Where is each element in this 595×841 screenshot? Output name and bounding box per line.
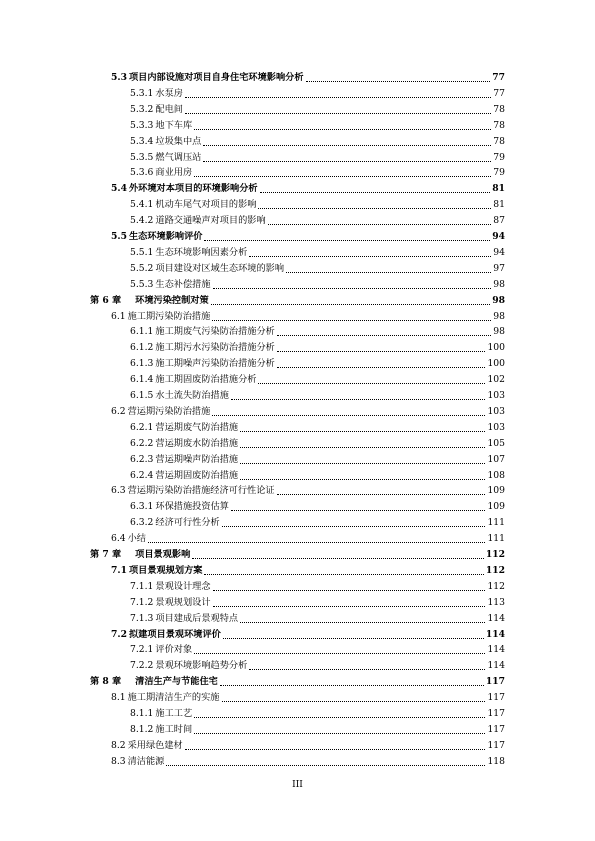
toc-entry-number: 5.3 xyxy=(111,72,127,83)
toc-entry-page: 102 xyxy=(487,374,505,386)
dot-leader xyxy=(194,128,491,130)
toc-entry-number: 7.1 xyxy=(111,564,127,576)
toc-entry-number: 8.1.2 xyxy=(130,723,154,735)
toc-entry-number: 8.2 xyxy=(111,739,126,751)
toc-entry[interactable] xyxy=(130,324,505,340)
toc-entry-page: 103 xyxy=(487,405,505,417)
toc-entry[interactable] xyxy=(130,340,505,356)
toc-entry-title: 水土流失防治措施 xyxy=(155,390,229,401)
toc-entry-number: 6.1.5 xyxy=(130,390,154,401)
toc-entry[interactable] xyxy=(130,102,505,118)
toc-entry-page: 114 xyxy=(485,628,505,640)
toc-entry[interactable] xyxy=(130,261,505,277)
toc-entry-title: 营运期废水防治措施 xyxy=(155,437,239,449)
toc-entry-page: 114 xyxy=(487,612,505,624)
toc-entry-number: 6.1.1 xyxy=(130,326,154,338)
toc-entry-number: 5.3.6 xyxy=(130,167,154,179)
toc-entry[interactable] xyxy=(130,118,505,134)
toc-entry[interactable] xyxy=(130,722,505,738)
dot-leader xyxy=(222,525,486,527)
dot-leader xyxy=(212,414,485,416)
toc-entry[interactable] xyxy=(130,579,505,595)
toc-entry-page: 100 xyxy=(487,342,505,354)
dot-leader xyxy=(213,589,486,591)
toc-entry-page: 79 xyxy=(493,167,505,179)
dot-leader xyxy=(240,430,485,432)
toc-entry-title: 项目景观影响 xyxy=(135,549,191,560)
toc-entry[interactable] xyxy=(130,388,505,404)
toc-entry-page: 98 xyxy=(493,326,505,338)
dot-leader xyxy=(286,271,491,273)
toc-entry-title: 清洁生产与节能住宅 xyxy=(135,676,218,688)
toc-entry-number: 5.4.1 xyxy=(130,199,154,211)
toc-entry[interactable] xyxy=(111,531,505,547)
toc-entry-title: 拟建项目景观环境评价 xyxy=(128,628,221,640)
toc-entry-title: 采用绿色建材 xyxy=(127,739,183,751)
toc-entry-number: 6.2.4 xyxy=(130,469,154,481)
toc-entry[interactable] xyxy=(130,658,505,674)
toc-entry-title: 商业用房 xyxy=(155,167,193,179)
dot-leader xyxy=(222,700,486,702)
toc-entry-page: 77 xyxy=(492,72,505,83)
toc-entry[interactable] xyxy=(130,595,505,611)
dot-leader xyxy=(258,207,491,209)
dot-leader xyxy=(213,287,492,289)
dot-leader xyxy=(185,96,491,98)
toc-entry[interactable] xyxy=(130,165,505,181)
toc-entry-number: 6.2.3 xyxy=(130,453,154,465)
toc-entry-title: 施工时间 xyxy=(155,723,193,735)
toc-entry-title: 生态环境影响因素分析 xyxy=(155,246,248,258)
dot-leader xyxy=(277,350,486,352)
toc-entry-number: 6.1.4 xyxy=(130,374,154,386)
toc-entry[interactable] xyxy=(130,134,505,150)
toc-entry-number: 6.1.3 xyxy=(130,358,154,370)
toc-entry-page: 111 xyxy=(487,533,505,545)
toc-entry-number: 7.2.1 xyxy=(130,644,154,656)
toc-entry-number: 5.3.1 xyxy=(130,87,154,99)
toc-entry-title: 水泵房 xyxy=(155,87,183,99)
toc-entry[interactable] xyxy=(111,754,505,770)
toc-entry-title: 小结 xyxy=(127,533,146,545)
dot-leader xyxy=(277,334,491,336)
toc-entry-page: 81 xyxy=(493,199,505,211)
toc-entry[interactable] xyxy=(111,627,505,643)
dot-leader xyxy=(194,175,491,177)
toc-entry-number: 7.1.2 xyxy=(130,596,154,608)
toc-entry-page: 97 xyxy=(493,262,505,274)
dot-leader xyxy=(231,398,486,400)
toc-entry[interactable] xyxy=(111,563,505,579)
toc-entry-title: 道路交通噪声对项目的影响 xyxy=(155,215,266,227)
toc-entry-page: 81 xyxy=(492,183,505,195)
toc-entry-page: 112 xyxy=(485,549,505,560)
dot-leader xyxy=(223,637,484,639)
toc-entry-page: 114 xyxy=(487,660,505,672)
dot-leader xyxy=(192,557,484,559)
toc-entry-page: 79 xyxy=(493,151,505,163)
toc-entry[interactable] xyxy=(130,452,505,468)
toc-entry-number: 8.1.1 xyxy=(130,708,154,719)
toc-entry[interactable] xyxy=(130,277,505,293)
toc-entry-page: 108 xyxy=(487,469,505,481)
toc-entry-title: 营运期废气防治措施 xyxy=(155,421,239,433)
toc-entry[interactable] xyxy=(111,738,505,754)
toc-entry-page: 117 xyxy=(485,676,505,688)
toc-entry-number: 7.2.2 xyxy=(130,660,154,672)
toc-entry-title: 外环境对本项目的环境影响分析 xyxy=(128,183,258,195)
toc-entry-page: 117 xyxy=(487,708,505,719)
toc-entry-page: 94 xyxy=(492,231,505,242)
toc-entry-title: 燃气调压站 xyxy=(155,151,202,163)
toc-entry[interactable] xyxy=(130,356,505,372)
dot-leader xyxy=(212,319,491,321)
dot-leader xyxy=(194,716,485,718)
toc-entry-number: 5.5.3 xyxy=(130,278,154,290)
toc-entry-page: 98 xyxy=(493,310,505,322)
toc-entry-page: 87 xyxy=(493,215,505,227)
toc-entry[interactable] xyxy=(111,404,505,420)
dot-leader xyxy=(277,493,486,495)
toc-entry-number: 6.3 xyxy=(111,485,126,497)
toc-entry-number: 6.2.1 xyxy=(130,421,154,433)
toc-entry-title: 景观环境影响趋势分析 xyxy=(155,660,248,672)
dot-leader xyxy=(231,509,486,511)
dot-leader xyxy=(240,478,485,480)
toc-entry[interactable] xyxy=(130,213,505,229)
toc-entry[interactable] xyxy=(130,499,505,515)
toc-entry-number: 6.4 xyxy=(111,533,126,545)
toc-entry-title: 经济可行性分析 xyxy=(155,517,220,529)
dot-leader xyxy=(258,382,485,384)
toc-entry[interactable] xyxy=(90,674,505,690)
toc-entry-page: 78 xyxy=(493,135,505,147)
toc-entry[interactable] xyxy=(111,690,505,706)
toc-entry-number: 5.3.2 xyxy=(130,103,154,115)
dot-leader xyxy=(211,303,491,305)
dot-leader xyxy=(194,732,485,734)
toc-entry-page: 113 xyxy=(487,596,505,608)
toc-entry-title: 项目建设对区域生态环境的影响 xyxy=(155,262,285,274)
toc-entry-page: 105 xyxy=(487,437,505,449)
toc-entry[interactable] xyxy=(111,309,505,325)
toc-entry-page: 117 xyxy=(487,739,505,751)
toc-entry-number: 第 8 章 xyxy=(90,676,122,688)
dot-leader xyxy=(249,668,485,670)
toc-entry-title: 环境污染控制对策 xyxy=(135,294,209,306)
dot-leader xyxy=(213,605,486,607)
dot-leader xyxy=(240,446,485,448)
dot-leader xyxy=(240,462,485,464)
dot-leader xyxy=(240,621,485,623)
toc-entry-page: 98 xyxy=(493,278,505,290)
dot-leader xyxy=(306,80,491,82)
toc-entry-title: 施工期废气污染防治措施分析 xyxy=(155,326,275,338)
toc-entry-page: 109 xyxy=(487,485,505,497)
toc-entry-number: 5.5.1 xyxy=(130,246,154,258)
dot-leader xyxy=(277,366,486,368)
toc-entry-page: 112 xyxy=(487,580,505,592)
toc-entry-number: 第 7 章 xyxy=(90,549,122,560)
toc-entry-page: 100 xyxy=(487,358,505,370)
dot-leader xyxy=(268,223,492,225)
toc-entry-number: 第 6 章 xyxy=(90,294,122,306)
toc-entry-title: 项目建成后景观特点 xyxy=(155,612,239,624)
toc-entry-page: 94 xyxy=(493,246,505,258)
toc-entry-page: 117 xyxy=(487,723,505,735)
toc-entry[interactable] xyxy=(130,436,505,452)
toc-entry-number: 6.1 xyxy=(111,310,126,322)
dot-leader xyxy=(204,239,490,241)
toc-entry[interactable] xyxy=(130,86,505,102)
toc-entry-title: 生态补偿措施 xyxy=(155,278,211,290)
toc-entry-title: 施工期污染防治措施 xyxy=(127,310,211,322)
page-number: III xyxy=(292,780,303,790)
toc-entry-number: 5.5 xyxy=(111,231,127,242)
toc-entry-title: 景观规划设计 xyxy=(155,596,211,608)
dot-leader xyxy=(166,764,485,766)
dot-leader xyxy=(220,684,484,686)
toc-entry-page: 78 xyxy=(493,103,505,115)
toc-entry-number: 6.2.2 xyxy=(130,437,154,449)
toc-entry[interactable] xyxy=(111,181,505,197)
toc-entry-page: 109 xyxy=(487,501,505,513)
toc-entry-number: 7.1.3 xyxy=(130,612,154,624)
dot-leader xyxy=(203,160,491,162)
toc-entry-title: 营运期污染防治措施 xyxy=(127,405,211,417)
toc-entry-title: 施工期噪声污染防治措施分析 xyxy=(155,358,275,370)
toc-entry-title: 清洁能源 xyxy=(127,755,165,767)
dot-leader xyxy=(185,748,486,750)
toc-entry-page: 78 xyxy=(493,119,505,131)
toc-entry-number: 6.3.1 xyxy=(130,501,154,513)
toc-entry-page: 118 xyxy=(487,755,505,767)
dot-leader xyxy=(194,652,485,654)
toc-entry-title: 施工期固废防治措施分析 xyxy=(155,374,257,386)
toc-entry-title: 营运期噪声防治措施 xyxy=(155,453,239,465)
toc-entry-page: 114 xyxy=(487,644,505,656)
dot-leader xyxy=(204,573,483,575)
toc-entry[interactable] xyxy=(130,420,505,436)
toc-entry-title: 评价对象 xyxy=(155,644,193,656)
toc-entry-title: 施工期清洁生产的实施 xyxy=(127,692,220,704)
toc-entry-title: 项目景观规划方案 xyxy=(128,564,203,576)
toc-entry-number: 6.3.2 xyxy=(130,517,154,529)
toc-entry-title: 施工工艺 xyxy=(155,708,193,719)
toc-entry-number: 6.2 xyxy=(111,405,126,417)
toc-entry-title: 景观设计理念 xyxy=(155,580,211,592)
toc-entry[interactable] xyxy=(130,245,505,261)
toc-entry-title: 营运期污染防治措施经济可行性论证 xyxy=(127,485,275,497)
toc-entry-number: 8.3 xyxy=(111,755,126,767)
toc-entry-title: 机动车尾气对项目的影响 xyxy=(155,199,257,211)
toc-entry[interactable] xyxy=(90,547,505,563)
toc-entry-title: 垃圾集中点 xyxy=(155,135,202,147)
toc-entry-page: 111 xyxy=(487,517,505,529)
toc-entry[interactable] xyxy=(111,483,505,499)
toc-entry-page: 117 xyxy=(487,692,505,704)
toc-entry-title: 营运期固废防治措施 xyxy=(155,469,239,481)
toc-entry[interactable] xyxy=(130,468,505,484)
dot-leader xyxy=(203,144,491,146)
toc-entry[interactable] xyxy=(130,515,505,531)
toc-entry[interactable] xyxy=(130,642,505,658)
toc-entry-number: 5.3.4 xyxy=(130,135,154,147)
toc-entry-number: 7.2 xyxy=(111,628,127,640)
toc-entry-number: 5.4.2 xyxy=(130,215,154,227)
toc-entry-number: 5.5.2 xyxy=(130,262,154,274)
toc-entry-title: 配电间 xyxy=(155,103,183,115)
toc-entry-title: 环保措施投资估算 xyxy=(155,501,229,513)
dot-leader xyxy=(148,541,485,543)
dot-leader xyxy=(260,191,491,193)
toc-entry[interactable] xyxy=(111,70,505,86)
dot-leader xyxy=(185,112,491,114)
toc-entry-number: 8.1 xyxy=(111,692,126,704)
toc-entry-number: 5.4 xyxy=(111,183,127,195)
toc-entry-page: 103 xyxy=(487,390,505,401)
toc-entry-number: 5.3.3 xyxy=(130,119,154,131)
toc-entry-page: 77 xyxy=(493,87,505,99)
toc-entry[interactable] xyxy=(130,372,505,388)
toc-entry-page: 98 xyxy=(492,294,505,306)
toc-entry[interactable] xyxy=(130,611,505,627)
toc-entry[interactable] xyxy=(130,150,505,166)
dot-leader xyxy=(249,255,491,257)
toc-entry[interactable] xyxy=(130,197,505,213)
toc-entry[interactable] xyxy=(111,229,505,245)
toc-entry-number: 5.3.5 xyxy=(130,151,154,163)
toc-entry[interactable] xyxy=(130,706,505,722)
toc-entry-title: 项目内部设施对项目自身住宅环境影响分析 xyxy=(128,72,304,83)
toc-entry-number: 6.1.2 xyxy=(130,342,154,354)
toc-entry-title: 施工期污水污染防治措施分析 xyxy=(155,342,275,354)
toc-entry-page: 112 xyxy=(485,564,505,576)
toc-entry-page: 107 xyxy=(487,453,505,465)
toc-entry-title: 生态环境影响评价 xyxy=(128,231,203,242)
toc-entry-page: 103 xyxy=(487,421,505,433)
toc-entry-title: 地下车库 xyxy=(155,119,193,131)
toc-entry[interactable] xyxy=(90,293,505,309)
toc-entry-number: 7.1.1 xyxy=(130,580,154,592)
